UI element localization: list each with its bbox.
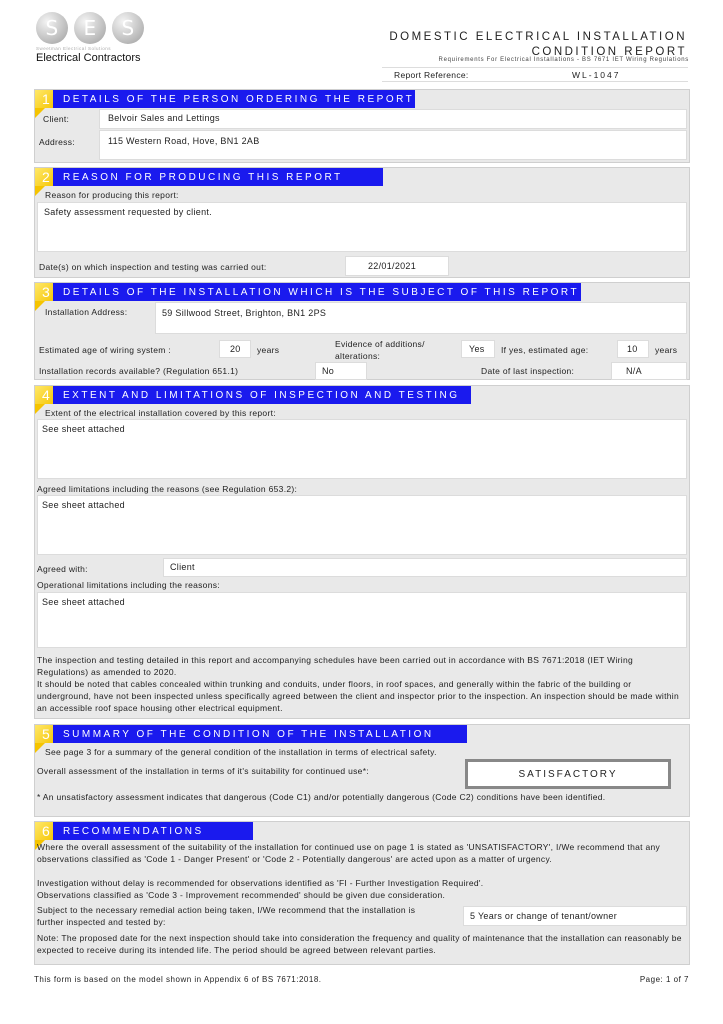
records-field[interactable] (315, 362, 367, 380)
section-recommendations (34, 821, 690, 965)
agreed-limitations-label: Agreed limitations including the reasons (see Regulation 653.2): (37, 484, 298, 494)
agreed-with-value: Client (170, 562, 195, 572)
reason-label: Reason for producing this report: (45, 190, 179, 200)
address-value: 115 Western Road, Hove, BN1 2AB (108, 136, 260, 146)
operational-limitations-value: See sheet attached (42, 597, 125, 607)
recommendation-unsatisfactory: Where the overall assessment of the suitability of the installation for continued use on page 1 is stated as 'UNSATISFACTORY', I/We recommend that any observations classified as 'Code 1 - Danger Present' or 'Code 2 - Potentially dangerous' are acted upon as a matter of urgency. (37, 842, 661, 864)
requirements-text: Requirements For Electrical Installations - BS 7671 IET Wiring Regulations (438, 57, 689, 63)
operational-limitations-label: Operational limitations including the reasons: (37, 580, 220, 590)
section-number: 6 (35, 822, 57, 840)
records-value: No (322, 366, 335, 376)
section-number: 3 (35, 283, 57, 301)
dates-label: Date(s) on which inspection and testing was carried out: (39, 262, 267, 272)
operational-limitations-field[interactable] (37, 592, 687, 648)
installation-address-field[interactable] (155, 302, 687, 334)
next-inspection-field[interactable] (463, 906, 687, 926)
evidence-value: Yes (469, 344, 485, 354)
section-title: REASON FOR PRODUCING THIS REPORT (53, 168, 383, 186)
section-title: RECOMMENDATIONS (53, 822, 253, 840)
overall-assessment-status[interactable]: SATISFACTORY (465, 759, 671, 789)
recommendation-note: Note: The proposed date for the next inspection should take into consideration the frequency and quality of maintenance that the installation can reasonably be expected to receive during its intended life. The period should be agreed between relevant parties. (37, 933, 682, 955)
installation-address-label: Installation Address: (45, 307, 128, 317)
report-reference-row (382, 67, 688, 82)
next-inspection-value: 5 Years or change of tenant/owner (470, 911, 618, 921)
report-reference-label: Report Reference: (394, 69, 469, 80)
page-header (0, 0, 723, 90)
recommendation-code-3: Observations classified as 'Code 3 - Improvement recommended' should be given due consideration. (37, 890, 446, 900)
footer-form-note: This form is based on the model shown in Appendix 6 of BS 7671:2018. (34, 975, 322, 984)
page-number: Page: 1 of 7 (639, 975, 689, 984)
agreed-limitations-field[interactable] (37, 495, 687, 555)
client-label: Client: (43, 114, 70, 124)
last-inspection-label: Date of last inspection: (481, 366, 575, 376)
address-field[interactable] (99, 130, 687, 160)
client-value: Belvoir Sales and Lettings (108, 113, 220, 123)
section-title: DETAILS OF THE INSTALLATION WHICH IS THE SUBJECT OF THIS REPORT (53, 283, 581, 301)
section-number: 2 (35, 168, 57, 186)
logo-subtitle: Sweetman Electrical Solutions (36, 46, 112, 51)
section-number: 5 (35, 725, 57, 743)
records-label: Installation records available? (Regulation 651.1) (39, 366, 239, 376)
extent-label: Extent of the electrical installation covered by this report: (45, 408, 276, 418)
wiring-age-field[interactable] (219, 340, 251, 358)
agreed-with-field[interactable] (163, 558, 687, 577)
document-title (389, 30, 687, 60)
last-inspection-value: N/A (626, 366, 642, 376)
extent-value: See sheet attached (42, 424, 125, 434)
wiring-age-value: 20 (230, 344, 241, 354)
dates-value: 22/01/2021 (368, 261, 417, 271)
evidence-label: Evidence of additions/ alterations: (335, 339, 425, 361)
see-page-note: See page 3 for a summary of the general condition of the installation in terms of electrical safety. (45, 747, 437, 757)
section-number: 1 (35, 90, 57, 108)
section-number: 4 (35, 386, 57, 404)
report-reference-value[interactable]: WL-1047 (572, 69, 621, 80)
logo-circle: E (74, 12, 106, 44)
if-yes-value: 10 (627, 344, 638, 354)
if-yes-field[interactable] (617, 340, 649, 358)
company-logo (36, 12, 166, 76)
address-label: Address: (39, 137, 75, 147)
logo-text: Electrical Contractors (36, 52, 141, 64)
overall-assessment-label: Overall assessment of the installation in terms of it's suitability for continued use*: (37, 766, 369, 776)
reason-field[interactable] (37, 202, 687, 252)
reason-value: Safety assessment requested by client. (44, 207, 212, 217)
agreed-with-label: Agreed with: (37, 564, 88, 574)
section-person-ordering (34, 89, 690, 163)
section-title: DETAILS OF THE PERSON ORDERING THE REPORT (53, 90, 415, 108)
dates-field[interactable] (345, 256, 449, 276)
section-title: SUMMARY OF THE CONDITION OF THE INSTALLATION (53, 725, 467, 743)
section-reason (34, 167, 690, 278)
agreed-limitations-value: See sheet attached (42, 500, 125, 510)
if-yes-label: If yes, estimated age: (501, 345, 589, 355)
inspection-statement: The inspection and testing detailed in this report and accompanying schedules have been carried out in accordance with BS 7671:2018 (IET Wiring Regulations) as amended to 2020. (37, 655, 634, 677)
title-line-1: DOMESTIC ELECTRICAL INSTALLATION (389, 31, 687, 43)
section-extent-limitations (34, 385, 690, 719)
next-inspection-label: Subject to the necessary remedial action being taken, I/We recommend that the installation is further inspected and tested by: (37, 905, 416, 927)
logo-circle: S (36, 12, 68, 44)
logo-circle: S (112, 12, 144, 44)
client-field[interactable] (99, 109, 687, 129)
wiring-age-unit: years (257, 345, 280, 355)
wiring-age-label: Estimated age of wiring system : (39, 345, 171, 355)
if-yes-unit: years (655, 345, 678, 355)
recommendation-further-investigation: Investigation without delay is recommended for observations identified as 'FI - Further Investigation Required'. (37, 878, 484, 888)
installation-address-value: 59 Sillwood Street, Brighton, BN1 2PS (162, 308, 327, 318)
last-inspection-field[interactable] (611, 362, 687, 380)
unsatisfactory-note: * An unsatisfactory assessment indicates that dangerous (Code C1) and/or potentially dangerous (Code C2) conditions have been identified. (37, 792, 606, 802)
section-summary (34, 724, 690, 817)
title-line-2: CONDITION REPORT (531, 46, 687, 58)
extent-field[interactable] (37, 419, 687, 479)
section-installation (34, 282, 690, 380)
concealed-cables-note: It should be noted that cables concealed within trunking and conduits, under floors, in roof spaces, and generally within the fabric of the building or underground, have not been inspected unless specifically agreed between the client and inspector prior to the inspection. An inspection should be made within an accessible roof space housing other electrical equipment. (37, 679, 680, 713)
section-title: EXTENT AND LIMITATIONS OF INSPECTION AND TESTING (53, 386, 471, 404)
evidence-field[interactable] (461, 340, 495, 358)
